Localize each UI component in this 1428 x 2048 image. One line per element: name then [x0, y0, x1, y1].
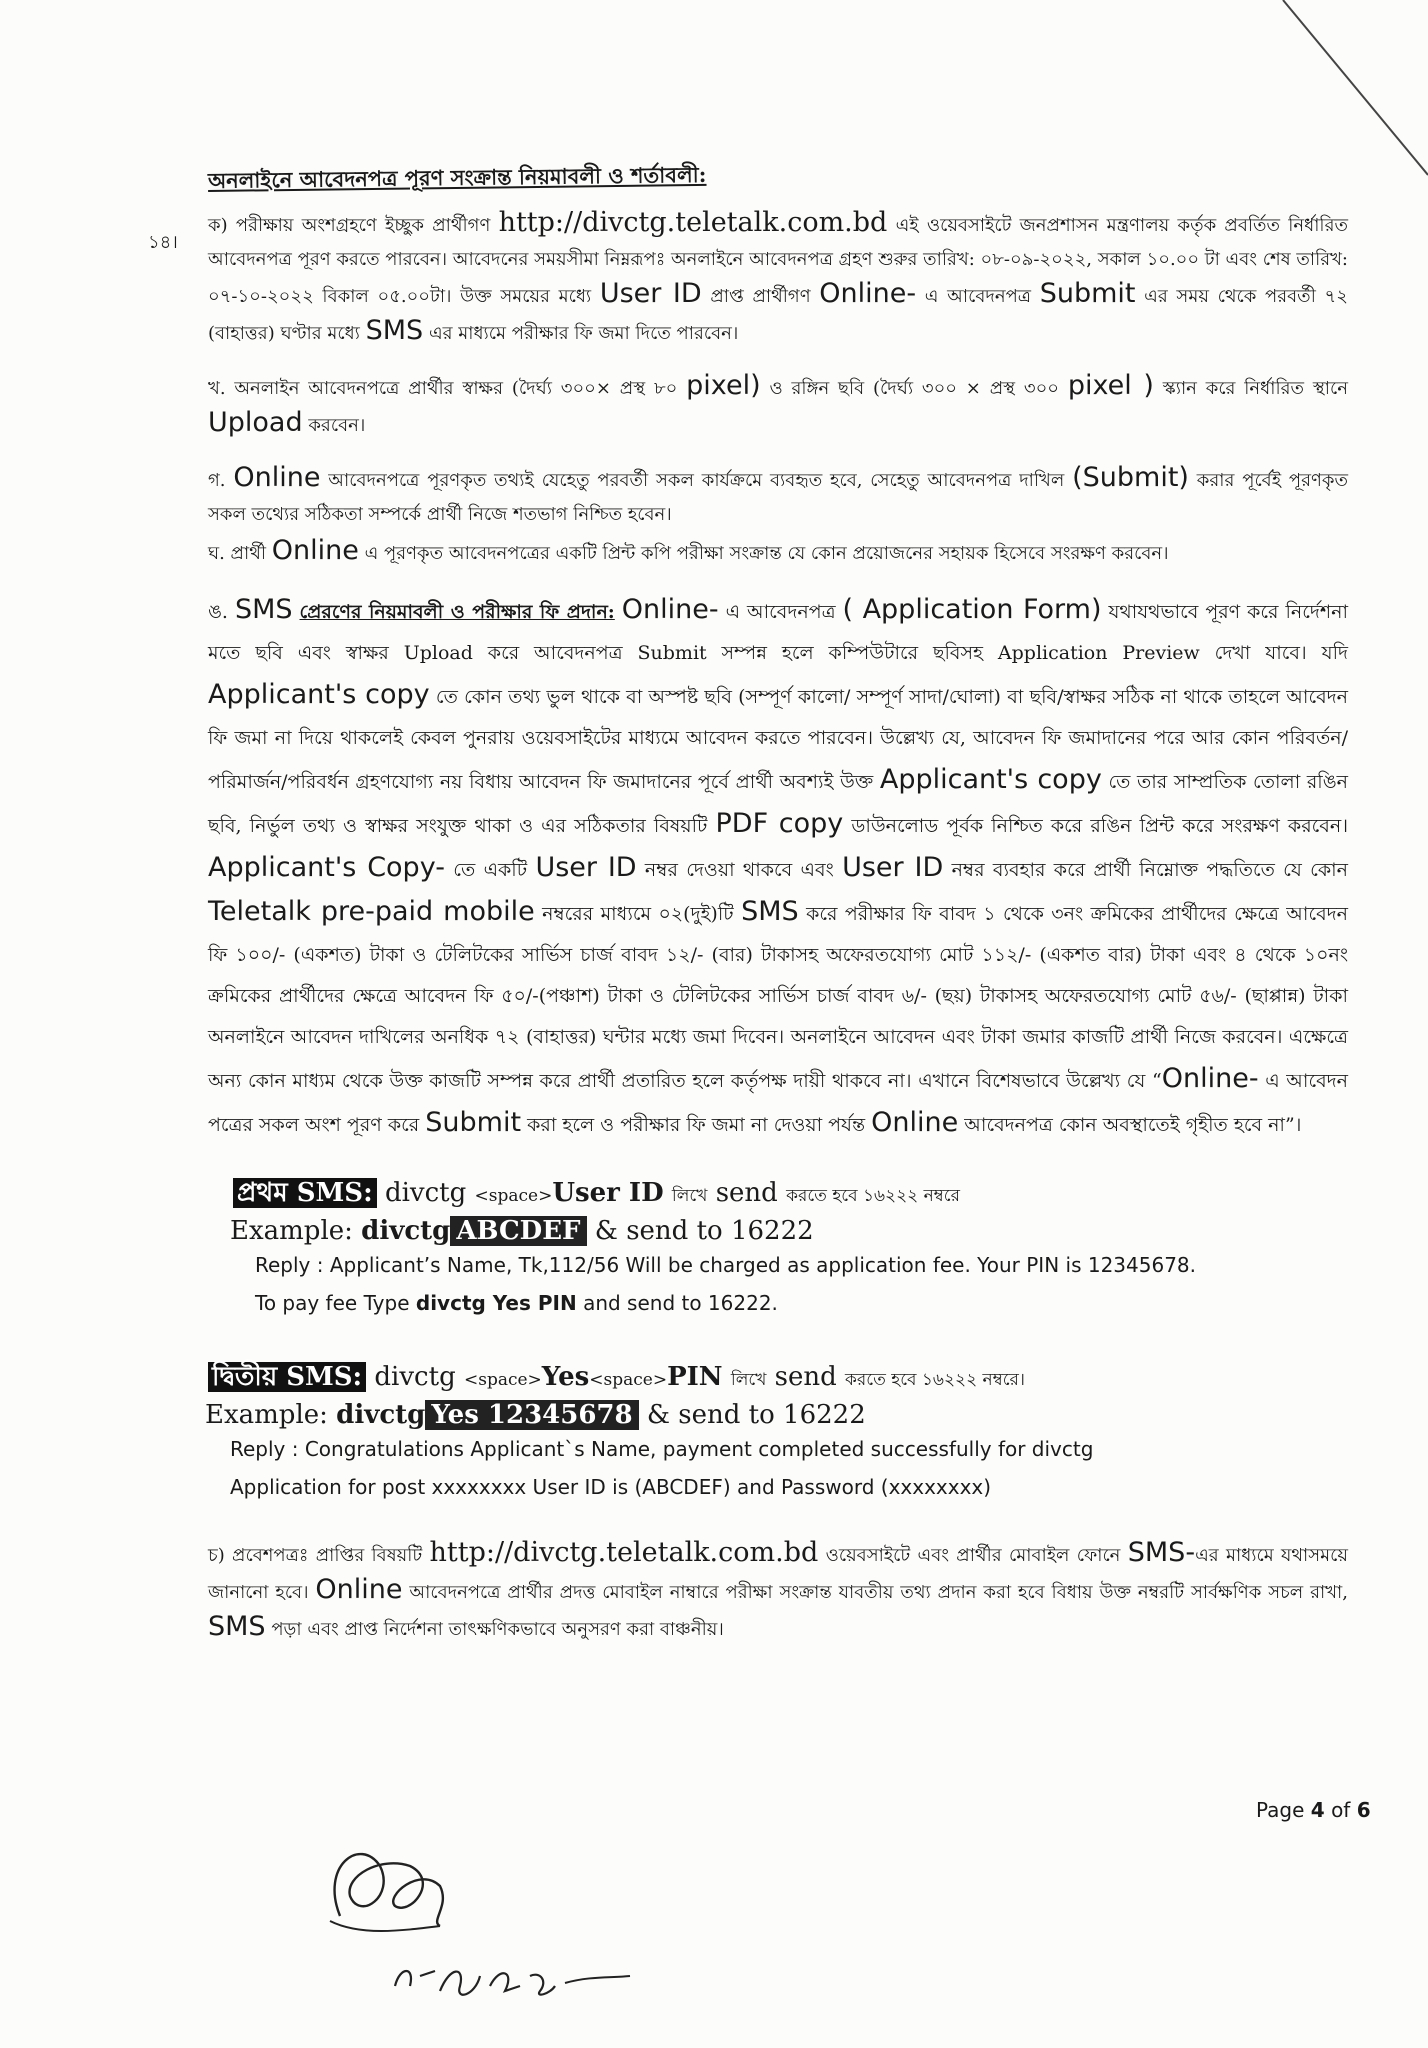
sms-term: SMS — [741, 896, 799, 927]
second-sms-block — [205, 1356, 1348, 1506]
sms1-text3: করতে হবে ১৬২২২ নম্বরে — [786, 1186, 960, 1206]
sms-command: divctg — [374, 1362, 456, 1392]
userid-term: User ID — [535, 852, 637, 883]
para-b-text1: খ. অনলাইন আবেদনপত্রে প্রার্থীর স্বাক্ষর (দৈর্ঘ্য ৩০০× প্রস্থ ৮০ — [208, 378, 678, 399]
submit-term: Submit — [425, 1107, 522, 1138]
para-e-prefix: ঙ. — [208, 601, 228, 623]
handwritten-signature — [300, 1826, 640, 2026]
sms-term: SMS- — [1127, 1537, 1196, 1568]
para-e-text8: নম্বর ব্যবহার করে প্রার্থী নিম্নোক্ত পদ্ধতিতে যে কোন — [951, 859, 1348, 881]
para-a-text1: এই ওয়েবসাইটে জনপ্রশাসন মন্ত্রণালয় কর্তৃক প্রবর্তিত নির্ধারিত আবেদনপত্র পূরণ করতে পারবেন। আবেদনের সময়সীমা নিম্নরূপঃ অনলাইনে আবেদনপত্র গ্রহণ শুরুর তারিখ: ০৮-০৯-২০২২, সকাল ১০.০০ টা এবং শেষ তারিখ: ০৭-১০-২০২২ বিকাল ০৫.০০টা। উক্ত সময়ের মধ্যে — [208, 215, 1348, 307]
sms-term: SMS — [208, 1611, 266, 1642]
space-token: <space> — [474, 1186, 553, 1206]
example-command: divctg — [361, 1216, 451, 1246]
online-term: Online — [871, 1107, 959, 1138]
section-number: ১৪। — [148, 232, 178, 253]
submit-term: (Submit) — [1072, 462, 1189, 493]
para-e-text7: নম্বর দেওয়া থাকবে এবং — [644, 859, 834, 881]
para-e-text12: করা হলে ও পরীক্ষার ফি জমা না দেওয়া পর্যন্ত — [527, 1114, 866, 1136]
page-of: of — [1331, 1798, 1351, 1822]
para-a-text3: এ আবেদনপত্র — [924, 286, 1032, 307]
sms-term: SMS — [234, 594, 293, 625]
userid-token: User ID — [552, 1178, 664, 1208]
para-f-prefix: চ) প্রবেশপত্রঃ প্রাপ্তির বিষয়টি — [208, 1545, 423, 1566]
example-command: divctg — [336, 1400, 426, 1430]
example-label: Example: — [230, 1216, 353, 1246]
reply2-bold: divctg Yes PIN — [415, 1291, 577, 1315]
page-label: Page — [1256, 1798, 1305, 1822]
reply-line-2 — [255, 1284, 1348, 1322]
pixel-term: pixel ) — [1067, 370, 1154, 401]
para-a-text4: এর সময় থেকে পরবর্তী ৭২ (বাহাত্তর) ঘণ্টার মধ্যে — [208, 286, 1348, 344]
pdf-copy-term: PDF copy — [715, 808, 844, 839]
online-term: Online- — [819, 278, 917, 309]
send-word: send — [715, 1178, 778, 1208]
sms2-text3: করতে হবে ১৬২২২ নম্বরে। — [845, 1370, 1025, 1390]
para-b-text4: করবেন। — [308, 415, 366, 436]
para-f-text4: পড়া এবং প্রাপ্ত নির্দেশনা তাৎক্ষণিকভাবে অনুসরণ করা বাঞ্চনীয়। — [271, 1619, 724, 1640]
first-sms-reply — [255, 1246, 1348, 1322]
paragraph-ga — [208, 461, 1348, 532]
para-e-text3: তে কোন তথ্য ভুল থাকে বা অস্পষ্ট ছবি (সম্পূর্ণ কালো/ সম্পূর্ণ সাদা/ঘোলা) বা ছবি/স্বাক্ষর সঠিক না থাকে তাহলে আবেদন ফি জমা না দিয়ে থাকলেই কেবল পুনরায় ওয়েবসাইটের মাধ্যমে আবেদন করতে পারবেন। উল্লেখ্য যে, আবেদন ফি জমাদানের পরে আর কোন পরিবর্তন/পরিমার্জন/পরিবর্ধন গ্রহণযোগ্য নয় বিধায় আবেদন ফি জমাদানের পূর্বে প্রার্থী অবশ্যই উক্ত — [208, 686, 1348, 793]
para-c-text2: করার পূর্বেই পূরণকৃত সকল তথ্যের সঠিকতা সম্পর্কে প্রার্থী নিজে শতভাগ নিশ্চিত হবেন। — [208, 470, 1348, 525]
example-code-box: Yes 12345678 — [425, 1400, 638, 1430]
applicant-copy-term: Applicant's copy — [879, 764, 1102, 795]
example-tail: & send to 16222 — [646, 1400, 866, 1430]
online-term: Online — [271, 535, 359, 566]
para-e-text5: ডাউনলোড পূর্বক নিশ্চিত করে রঙিন প্রিন্ট করে সংরক্ষণ করবেন। — [851, 815, 1349, 837]
main-content — [205, 161, 1349, 1647]
reply-line-1: Reply : Congratulations Applicant`s Name, payment completed successfully for divctg — [230, 1437, 1094, 1461]
para-e-text11: এ আবেদন পত্রের সকল অংশ পূরণ করে — [208, 1070, 1349, 1136]
upload-term: Upload — [208, 407, 303, 438]
pin-token: PIN — [667, 1362, 723, 1392]
second-sms-tag: দ্বিতীয় SMS: — [208, 1362, 366, 1392]
paragraph-gha — [208, 534, 1348, 571]
sms-command: divctg — [384, 1178, 467, 1208]
para-c-text1: আবেদনপত্রে পূরণকৃত তথ্যই যেহেতু পরবর্তী সকল কার্যক্রমে ব্যবহৃত হবে, সেহেতু আবেদনপত্র দাখিল — [328, 470, 1065, 491]
paragraph-kha — [208, 369, 1348, 443]
para-e-text6: তে একটি — [453, 859, 528, 881]
application-form-term: ( Application Form) — [842, 594, 1102, 625]
space-token: <space> — [463, 1370, 542, 1390]
applicant-copy-term: Applicant's copy — [208, 679, 430, 710]
para-f-text2: এর মাধ্যমে যথাসময়ে জানানো হবে। — [208, 1545, 1348, 1603]
pixel-term: pixel) — [686, 370, 761, 401]
paragraph-ka — [208, 206, 1348, 351]
first-sms-instruction — [233, 1172, 1348, 1216]
para-d-text1: এ পূরণকৃত আবেদনপত্রের একটি প্রিন্ট কপি পরীক্ষা সংক্রান্ত যে কোন প্রয়োজনের সহায়ক হিসেবে সংরক্ষণ করবেন। — [364, 543, 1169, 564]
online-term: Online- — [1161, 1063, 1259, 1094]
sms2-text2: লিখে — [730, 1370, 767, 1390]
send-word: send — [774, 1362, 837, 1392]
fee-heading: প্রেরণের নিয়মাবলী ও পরীক্ষার ফি প্রদান: — [299, 601, 615, 623]
reply-line-2: Application for post xxxxxxxx User ID is (ABCDEF) and Password (xxxxxxxx) — [230, 1475, 992, 1499]
section-heading: অনলাইনে আবেদনপত্র পূরণ সংক্রান্ত নিয়মাবলী ও শর্তাবলী: — [207, 161, 707, 193]
para-e-text4: তে তার সাম্প্রতিক তোলা রঙিন ছবি, নির্ভুল তথ্য ও স্বাক্ষর সংযুক্ত থাকা ও এর সঠিকতার বিষয়টি — [208, 771, 1348, 837]
online-term: Online- — [621, 594, 719, 625]
total-pages: 6 — [1356, 1798, 1371, 1822]
para-f-text1: ওয়েবসাইটে এবং প্রার্থীর মোবাইল ফোনে — [825, 1545, 1121, 1566]
page-number — [1256, 1798, 1371, 1822]
applicant-copy-term: Applicant's Copy- — [208, 852, 445, 883]
para-b-text2: ও রঙ্গিন ছবি (দৈর্ঘ্য ৩০০ × প্রস্থ ৩০০ — [769, 378, 1059, 399]
sms-term: SMS — [365, 315, 424, 346]
para-c-prefix: গ. — [208, 470, 226, 491]
para-e-text2: যথাযথভাবে পূরণ করে নির্দেশনা মতে ছবি এবং স্বাক্ষর Upload করে আবেদনপত্র Submit সম্পন্ন হলে কম্পিউটারে ছবিসহ Application Preview দেখা যাবে। যদি — [208, 601, 1348, 664]
userid-term: User ID — [842, 852, 944, 883]
paragraph-cha — [208, 1536, 1348, 1647]
example-code-box: ABCDEF — [450, 1216, 586, 1246]
second-sms-instruction — [208, 1356, 1348, 1400]
para-e-text10: করে পরীক্ষার ফি বাবদ ১ থেকে ৩নং ক্রমিকের প্রার্থীদের ক্ষেত্রে আবেদন ফি ১০০/- (একশত) টাকা ও টেলিটকের সার্ভিস চার্জ বাবদ ১২/- (বার) টাকাসহ অফেরতযোগ্য মোট ১১২/- (একশত বার) টাকা এবং ৪ থেকে ১০নং ক্রমিকের প্রার্থীদের ক্ষেত্রে আবেদন ফি ৫০/-(পঞ্চাশ) টাকা ও টেলিটকের সার্ভিস চার্জ বাবদ ৬/- (ছয়) টাকাসহ অফেরতযোগ্য মোট ৫৬/- (ছাপ্পান্ন) টাকা অনলাইনে আবেদন দাখিলের অনধিক ৭২ (বাহাত্তর) ঘন্টার মধ্যে জমা দিবেন। অনলাইনে আবেদন এবং টাকা জমার কাজটি প্রার্থী নিজে করবেন। এক্ষেত্রে অন্য কোন মাধ্যম থেকে উক্ত কাজটি সম্পন্ন করে প্রার্থী প্রতারিত হলে কর্তৃপক্ষ দায়ী থাকবে না। এখানে বিশেষভাবে উল্লেখ্য যে “ — [208, 903, 1348, 1092]
example-tail: & send to 16222 — [594, 1216, 814, 1246]
online-term: Online — [315, 1574, 403, 1605]
para-f-text3: আবেদনপত্রে প্রার্থীর প্রদত্ত মোবাইল নাম্বারে পরীক্ষা সংক্রান্ত যাবতীয় তথ্য প্রদান করা হবে বিধায় উক্ত নম্বরটি সার্বক্ষণিক সচল রাখা, — [409, 1582, 1348, 1603]
submit-term: Submit — [1039, 278, 1136, 309]
para-e-text9: নম্বরের মাধ্যমে ০২(দুই)টি — [542, 903, 734, 925]
para-a-prefix: ক) পরীক্ষায় অংশগ্রহণে ইচ্ছুক প্রার্থীগণ — [208, 215, 491, 236]
para-a-text2: প্রাপ্ত প্রার্থীগণ — [710, 286, 811, 307]
sms1-text2: লিখে — [671, 1186, 708, 1206]
current-page: 4 — [1310, 1798, 1325, 1822]
reply2-post: and send to 16222. — [583, 1291, 778, 1315]
example-label: Example: — [205, 1400, 328, 1430]
first-sms-example — [230, 1216, 1348, 1246]
userid-term: User ID — [599, 278, 702, 309]
para-e-text13: আবেদনপত্র কোন অবস্থাতেই গৃহীত হবে না”। — [964, 1114, 1302, 1136]
second-sms-example — [205, 1400, 1348, 1430]
reply-line-1: Reply : Applicant’s Name, Tk,112/56 Will be charged as application fee. Your PIN is 12345678. — [255, 1253, 1196, 1277]
para-d-prefix: ঘ. প্রার্থী — [208, 543, 267, 564]
paragraph-uma — [208, 589, 1348, 1146]
space-token: <space> — [589, 1370, 668, 1390]
second-sms-reply — [230, 1430, 1348, 1506]
reply2-pre: To pay fee Type — [255, 1291, 410, 1315]
para-e-text1: এ আবেদনপত্র — [725, 601, 836, 623]
teletalk-term: Teletalk pre-paid mobile — [208, 896, 535, 927]
yes-token: Yes — [541, 1362, 590, 1392]
online-term: Online — [233, 462, 321, 493]
para-b-text3: স্ক্যান করে নির্ধারিত স্থানে — [1162, 378, 1348, 399]
para-a-text5: এর মাধ্যমে পরীক্ষার ফি জমা দিতে পারবেন। — [428, 323, 739, 344]
first-sms-block — [230, 1172, 1348, 1322]
first-sms-tag: প্রথম SMS: — [233, 1178, 377, 1208]
website-url[interactable]: http://divctg.teletalk.com.bd — [498, 207, 888, 238]
website-url[interactable]: http://divctg.teletalk.com.bd — [429, 1537, 819, 1568]
